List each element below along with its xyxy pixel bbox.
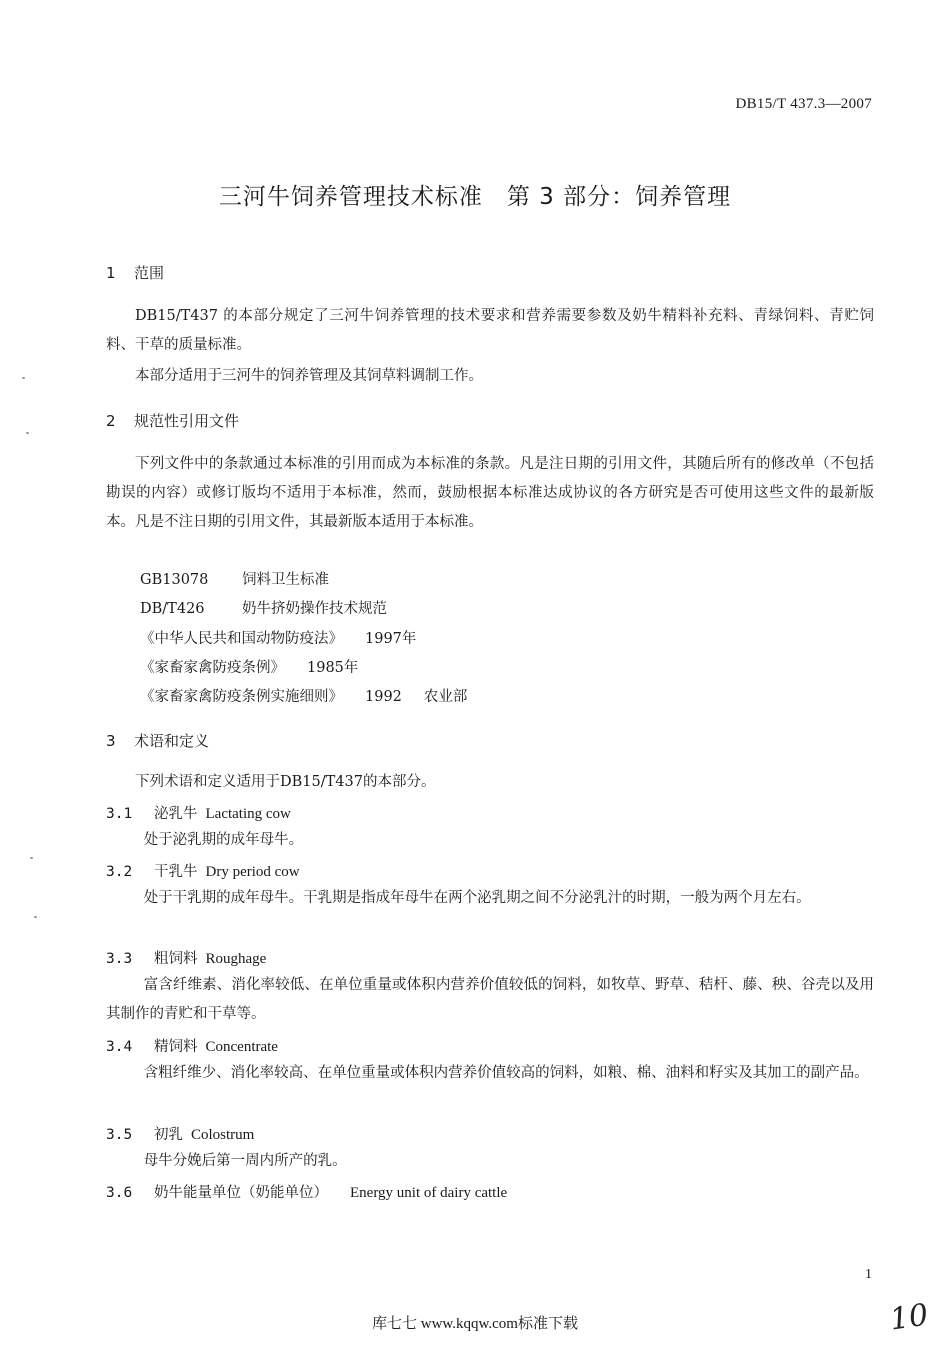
reference-code: GB13078: [140, 572, 209, 588]
term-number: 3.5: [106, 1127, 133, 1143]
section-3-heading: [106, 730, 209, 751]
law-item: [140, 627, 416, 648]
scan-speck: [34, 916, 37, 918]
term-chinese: 精饲料: [154, 1039, 198, 1055]
term-heading: [106, 1035, 278, 1056]
title-part: 第 3 部分：饲养管理: [506, 184, 732, 210]
section-1-para-2: 本部分适用于三河牛的饲养管理及其饲草料调制工作。: [135, 368, 483, 384]
term-chinese: 粗饲料: [154, 951, 198, 967]
term-chinese: 初乳: [154, 1127, 183, 1143]
term-english: Energy unit of dairy cattle: [350, 1185, 508, 1201]
law-year: 1992: [365, 689, 402, 705]
term-number: 3.3: [106, 951, 133, 967]
law-name: 《家畜家禽防疫条例》: [140, 660, 285, 676]
term-number: 3.4: [106, 1039, 133, 1055]
section-number: 2: [106, 412, 116, 430]
term-english: Dry period cow: [205, 864, 300, 880]
term-english: Concentrate: [205, 1039, 278, 1055]
term-chinese: 奶牛能量单位（奶能单位）: [154, 1185, 328, 1201]
term-definition: 处于干乳期的成年母牛。干乳期是指成年母牛在两个泌乳期之间不分泌乳汁的时期，一般为两个月左右。: [143, 890, 811, 906]
section-number: 3: [106, 732, 116, 750]
law-name: 《中华人民共和国动物防疫法》: [140, 631, 343, 647]
law-year: 1985年: [307, 660, 359, 676]
standard-code: DB15/T 437.3—2007: [735, 96, 872, 112]
term-chinese: 泌乳牛: [154, 806, 198, 822]
reference-code: DB/T426: [140, 601, 205, 617]
term-heading: [106, 860, 300, 881]
section-2-intro: 下列文件中的条款通过本标准的引用而成为本标准的条款。凡是注日期的引用文件，其随后所有的修改单（不包括勘误的内容）或修订版均不适用于本标准，然而，鼓励根据本标准达成协议的各方研究是否可使用这些文件的最新版本。凡是不注日期的引用文件，其最新版本适用于本标准。: [106, 456, 874, 530]
term-english: Roughage: [205, 951, 267, 967]
term-number: 3.2: [106, 864, 133, 880]
reference-name: 奶牛挤奶操作技术规范: [242, 601, 387, 617]
footer-watermark: 库七七 www.kqqw.com标准下载: [372, 1316, 578, 1332]
section-title: 规范性引用文件: [134, 412, 240, 430]
law-item: [140, 656, 358, 677]
term-heading: [106, 1181, 507, 1202]
law-issuer: 农业部: [423, 689, 468, 705]
term-number: 3.1: [106, 806, 133, 822]
term-definition: 富含纤维素、消化率较低、在单位重量或体积内营养价值较低的饲料，如牧草、野草、秸杆、藤、秧、谷壳以及用其制作的青贮和干草等。: [106, 977, 874, 1022]
term-definition: 处于泌乳期的成年母牛。: [143, 832, 304, 848]
section-title: 范围: [134, 264, 165, 282]
term-number: 3.6: [106, 1185, 133, 1201]
page-number: 1: [865, 1267, 872, 1282]
section-2-heading: [106, 410, 239, 431]
section-number: 1: [106, 264, 116, 282]
section-1-para-1: DB15/T437 的本部分规定了三河牛饲养管理的技术要求和营养需要参数及奶牛精料补充料、青绿饲料、青贮饲料、干草的质量标准。: [106, 308, 874, 353]
term-heading: [106, 802, 291, 823]
title-main: 三河牛饲养管理技术标准: [218, 184, 483, 210]
handwritten-note: 10: [887, 1297, 931, 1338]
law-name: 《家畜家禽防疫条例实施细则》: [140, 689, 343, 705]
reference-name: 饲料卫生标准: [242, 572, 329, 588]
term-english: Lactating cow: [205, 806, 291, 822]
term-chinese: 干乳牛: [154, 864, 198, 880]
term-english: Colostrum: [191, 1127, 255, 1143]
scan-speck: [22, 377, 25, 379]
section-3-intro: 下列术语和定义适用于DB15/T437的本部分。: [135, 774, 436, 790]
reference-item: [140, 568, 329, 589]
term-heading: [106, 1123, 254, 1144]
law-item: [140, 685, 467, 706]
term-definition: 含粗纤维少、消化率较高、在单位重量或体积内营养价值较高的饲料，如粮、棉、油料和籽实及其加工的副产品。: [143, 1065, 869, 1081]
document-title: [0, 178, 950, 211]
scan-speck: [26, 432, 29, 434]
term-heading: [106, 947, 266, 968]
reference-item: [140, 597, 387, 618]
term-definition: 母牛分娩后第一周内所产的乳。: [143, 1153, 347, 1169]
scan-speck: [30, 857, 33, 859]
section-1-heading: [106, 262, 164, 283]
law-year: 1997年: [365, 631, 417, 647]
section-title: 术语和定义: [134, 732, 210, 750]
